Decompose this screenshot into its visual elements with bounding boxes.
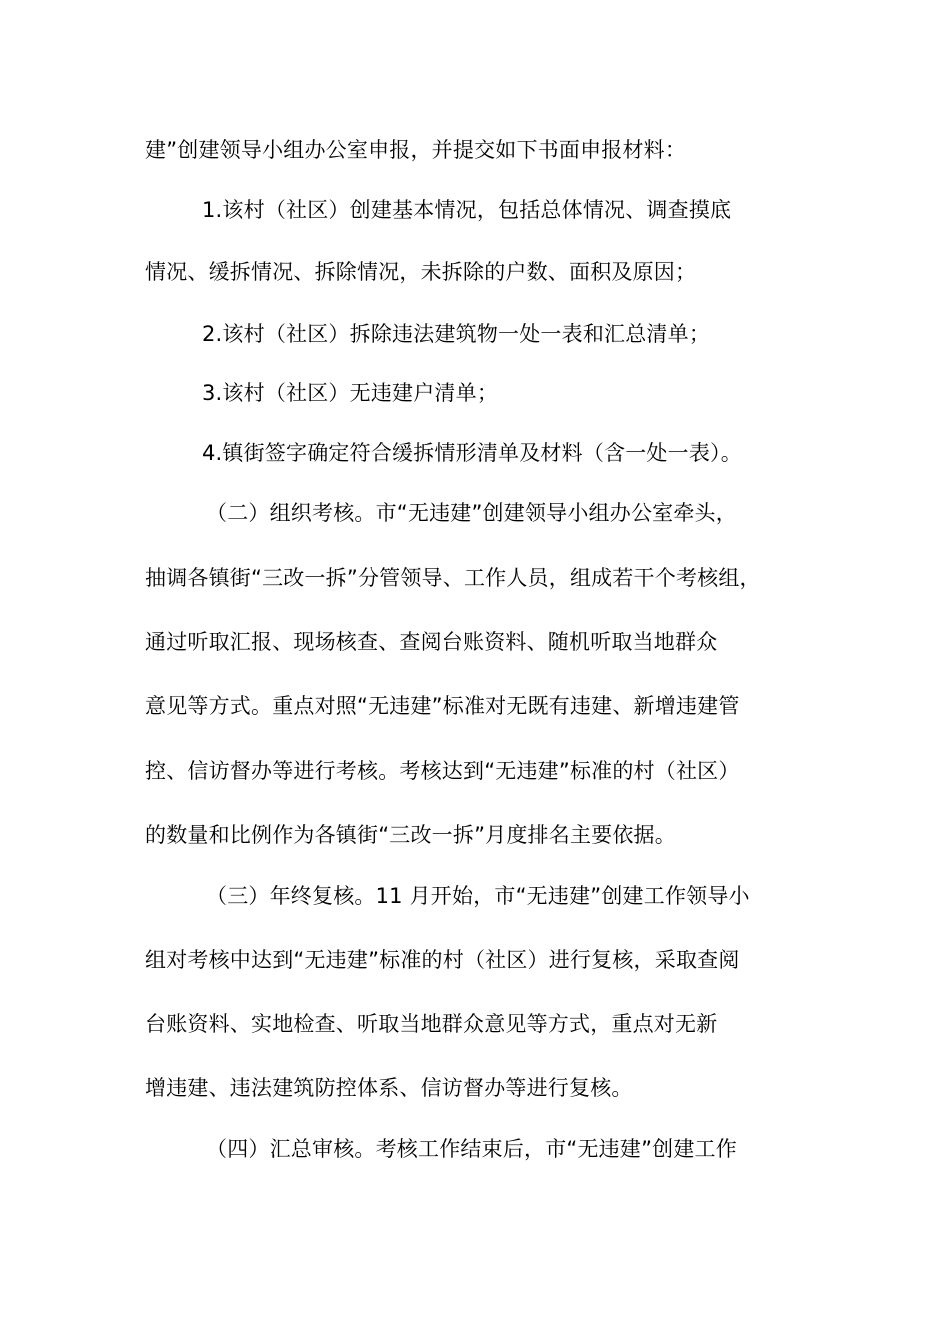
text-line: 意见等方式。重点对照“无违建”标准对无既有违建、新增违建管: [145, 694, 740, 718]
text-line: 情况、缓拆情况、拆除情况，未拆除的户数、面积及原因；: [145, 260, 697, 284]
text-line: 台账资料、实地检查、听取当地群众意见等方式，重点对无新: [145, 1012, 718, 1036]
text-line: 抽调各镇街“三改一拆”分管领导、工作人员，组成若干个考核组，: [145, 566, 761, 590]
section-heading-line: （三）年终复核。11 月开始，市“无违建”创建工作领导小: [206, 884, 750, 908]
text-line: 通过听取汇报、现场核查、查阅台账资料、随机听取当地群众: [145, 630, 718, 654]
list-item: 3.该村（社区）无违建户清单；: [202, 381, 499, 405]
section-heading-line: （二）组织考核。市“无违建”创建领导小组办公室牵头，: [206, 501, 737, 525]
text-line: 的数量和比例作为各镇街“三改一拆”月度排名主要依据。: [145, 823, 676, 847]
list-item: 2.该村（社区）拆除违法建筑物一处一表和汇总清单；: [202, 322, 711, 346]
list-item: 1.该村（社区）创建基本情况，包括总体情况、调查摸底: [202, 198, 732, 222]
text-line: 建”创建领导小组办公室申报，并提交如下书面申报材料：: [145, 138, 687, 162]
text-line: 控、信访督办等进行考核。考核达到“无违建”标准的村（社区）: [145, 759, 740, 783]
text-line: 组对考核中达到“无违建”标准的村（社区）进行复核，采取查阅: [145, 948, 740, 972]
text-line: 增违建、违法建筑防控体系、信访督办等进行复核。: [145, 1076, 633, 1100]
list-item: 4.镇街签字确定符合缓拆情形清单及材料（含一处一表）。: [202, 441, 742, 465]
section-heading-line: （四）汇总审核。考核工作结束后，市“无违建”创建工作: [206, 1137, 737, 1161]
